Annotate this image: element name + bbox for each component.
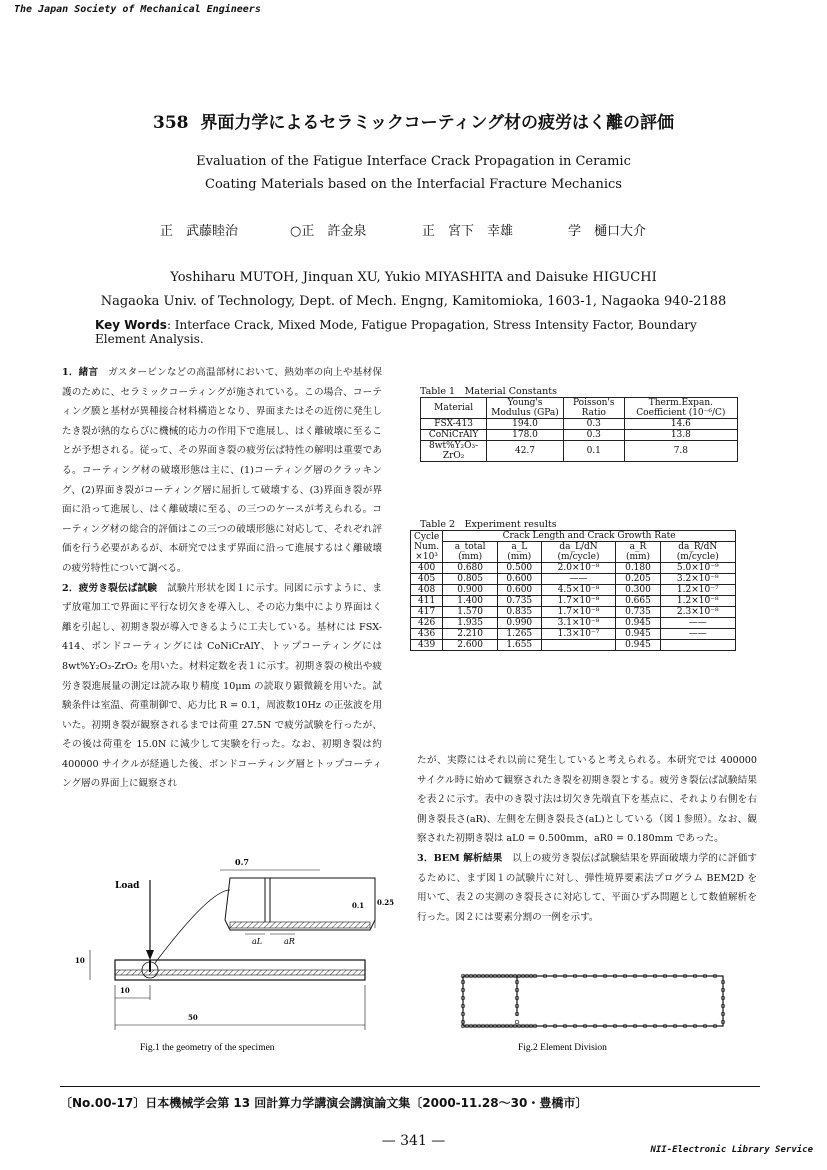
table-cell: 2.3×10⁻⁸	[660, 607, 736, 618]
table-cell: CoNiCrAlY	[421, 430, 487, 441]
keywords-label: Key Words	[95, 318, 167, 332]
author-jp-4: 学 樋口大介	[568, 224, 647, 239]
detail-coating	[230, 922, 370, 928]
author-jp-3: 正 宮下 幸雄	[422, 224, 514, 239]
table-header-line: Cycle	[414, 531, 440, 542]
table-row	[411, 563, 736, 574]
table-header: a_L (mm)	[498, 542, 542, 563]
table-cell: 0.600	[498, 574, 542, 585]
table-cell: ——	[660, 618, 736, 629]
table-cell: 13.8	[624, 430, 737, 441]
table-cell: 0.3	[563, 419, 624, 430]
table-cell: 1.3×10⁻⁷	[541, 629, 616, 640]
table-cell: 426	[411, 618, 443, 629]
fig1-label-aR: aR	[284, 937, 295, 946]
detail-leader	[155, 890, 230, 963]
author-jp-2: ○正 許金泉	[290, 224, 367, 239]
table-header: Poisson's Ratio	[563, 398, 624, 419]
paper-title-en	[0, 150, 827, 196]
figure-2	[455, 968, 755, 1058]
table-2-caption: Table 2 Experiment results	[420, 519, 557, 530]
table-cell: 0.600	[498, 585, 542, 596]
figure-1	[70, 850, 410, 1055]
page-number: — 341 —	[381, 1133, 446, 1149]
right-column	[417, 751, 757, 927]
fig1-label-10a: 10	[75, 956, 85, 965]
table-cell: 3.1×10⁻⁸	[541, 618, 616, 629]
section-3-text: 以上の疲労き裂伝ぱ試験結果を界面破壊力学的に評価するために、まず図１の試験片に対し、弾性境界要素法プログラム BEM2D を用いて、表２の実測のき裂長さに対応して、平面ひずみ問題として数値解析を行った。図２には要素分割の一例を示す。	[417, 852, 758, 923]
table-cell: 439	[411, 640, 443, 651]
mesh-node	[515, 1020, 519, 1024]
mesh-boundary	[463, 976, 723, 1026]
table-row	[421, 441, 738, 462]
table-cell: 4.5×10⁻⁸	[541, 585, 616, 596]
table-header	[411, 531, 443, 563]
table-header: a_R (mm)	[616, 542, 660, 563]
fig1-label-10b: 10	[120, 986, 130, 995]
table-cell: 7.8	[624, 441, 737, 462]
table-header: Young's Modulus (GPa)	[487, 398, 564, 419]
table-cell: 5.0×10⁻⁹	[660, 563, 736, 574]
table-cell: 1.935	[443, 618, 498, 629]
table-cell: 0.990	[498, 618, 542, 629]
society-header: The Japan Society of Mechanical Engineers	[14, 4, 261, 15]
table-group-header: Crack Length and Crack Growth Rate	[443, 531, 736, 542]
table-cell: ——	[541, 574, 616, 585]
table-row	[411, 629, 736, 640]
table-cell: 408	[411, 585, 443, 596]
table-cell: 1.7×10⁻⁸	[541, 596, 616, 607]
table-cell: 14.6	[624, 419, 737, 430]
table-cell: 417	[411, 607, 443, 618]
table-row	[411, 618, 736, 629]
figure-2-caption: Fig.2 Element Division	[518, 1043, 607, 1053]
table-header: a_total (mm)	[443, 542, 498, 563]
paper-title-jp	[0, 108, 827, 133]
table-row	[411, 585, 736, 596]
section-1	[62, 363, 382, 579]
table-cell: 0.300	[616, 585, 660, 596]
fig1-label-50: 50	[188, 1013, 198, 1022]
authors-en: Yoshiharu MUTOH, Jinquan XU, Yukio MIYASHITA and Daisuke HIGUCHI	[170, 270, 657, 285]
table-cell	[541, 640, 616, 651]
table-cell: 0.180	[616, 563, 660, 574]
table-cell: ——	[660, 629, 736, 640]
left-column	[62, 363, 382, 794]
table-cell: 194.0	[487, 419, 564, 430]
table-cell: 0.805	[443, 574, 498, 585]
table-cell	[660, 640, 736, 651]
table-1	[420, 383, 738, 462]
table-cell: 0.835	[498, 607, 542, 618]
table-cell: 178.0	[487, 430, 564, 441]
library-footer: NII-Electronic Library Service	[650, 1145, 813, 1155]
fig1-label-025: 0.25	[377, 898, 395, 907]
table-cell: 0.735	[616, 607, 660, 618]
table-header: Therm.Expan. Coefficient (10⁻⁶/C)	[624, 398, 737, 419]
keywords	[95, 318, 745, 346]
figure-1-caption: Fig.1 the geometry of the specimen	[140, 1043, 275, 1053]
load-arrowhead	[146, 950, 154, 960]
table-header: da_L/dN (m/cycle)	[541, 542, 616, 563]
table-1-grid	[420, 397, 738, 462]
table-row	[411, 640, 736, 651]
table-cell: 0.945	[616, 618, 660, 629]
table-cell: 1.265	[498, 629, 542, 640]
table-cell: 1.400	[443, 596, 498, 607]
title-jp-text: 界面力学によるセラミックコーティング材の疲労はく離の評価	[200, 113, 674, 133]
table-cell: 2.210	[443, 629, 498, 640]
table-cell: 42.7	[487, 441, 564, 462]
author-jp-1: 正 武藤睦治	[160, 224, 239, 239]
section-2-heading: 2．疲労き裂伝ぱ試験	[62, 582, 158, 594]
fig1-label-01: 0.1	[352, 901, 365, 910]
table-row	[421, 419, 738, 430]
table-cell: 0.945	[616, 629, 660, 640]
table-header-line: ×10³	[415, 551, 438, 562]
section-2-text: 試験片形状を図１に示す。同図に示すように、まず放電加工で界面に平行な切欠きを導入し、その応力集中により界面はく離を引起し、初期き裂が導入できるように工夫している。基材には FSX-414、ボンドコーティングには CoNiCrAlY、トップコーティングには 8wt%Y₂O₃-ZrO₂ を用いた。材料定数を表１に示す。初期き裂の検出や疲労き裂進展量の測定は読み取り精度 10μm の読取り顕微鏡を用いた。試験条件は室温、荷重制御で、応力比 R = 0.1，周波数10Hz の正弦波を用いた。初期き裂が観察されるまでは荷重 27.5N で疲労試験を行ったが、その後は荷重を 15.0N に減少して実験を行った。なお、初期き裂は約 400000 サイクルが経過した後、ボンドコーティング層とトップコーティング層の界面上に観察され	[62, 582, 383, 790]
right-text-1: たが、実際にはそれ以前に発生していると考えられる。本研究では 400000 サイクル時に始めて観察されたき裂を初期き裂とする。疲労き裂伝ぱ試験結果を表２に示す。表中のき裂寸法は切欠き先端直下を基点に、それより右側を右側き裂長さ(aR)、左側を左側き裂長さ(aL)としている（図１参照）。なお、観察された初期き裂は aL0 = 0.500mm，aR0 = 0.180mm であった。	[417, 755, 757, 845]
keywords-text: : Interface Crack, Mixed Mode, Fatigue Propagation, Stress Intensity Factor, Boundary Element Analysis.	[95, 318, 697, 346]
table-row	[411, 607, 736, 618]
table-cell: 2.600	[443, 640, 498, 651]
table-2	[410, 516, 736, 651]
table-cell: 0.680	[443, 563, 498, 574]
table-cell: 1.2×10⁻⁸	[660, 596, 736, 607]
table-header-line: Num.	[414, 541, 440, 552]
table-cell: 0.205	[616, 574, 660, 585]
table-cell: 0.500	[498, 563, 542, 574]
table-row	[411, 596, 736, 607]
table-cell: 405	[411, 574, 443, 585]
paper-number: 358	[153, 113, 189, 133]
table-cell: 411	[411, 596, 443, 607]
table-cell: 0.945	[616, 640, 660, 651]
section-2	[62, 579, 382, 795]
table-header: da_R/dN (m/cycle)	[660, 542, 736, 563]
title-en-line-1: Evaluation of the Fatigue Interface Crack Propagation in Ceramic	[196, 154, 631, 169]
fig1-label-aL: aL	[252, 937, 263, 946]
table-row	[411, 574, 736, 585]
section-1-heading: 1．緒言	[62, 367, 99, 378]
table-header: Material	[421, 398, 487, 419]
table-cell: 436	[411, 629, 443, 640]
table-cell: 400	[411, 563, 443, 574]
fig1-label-07: 0.7	[235, 857, 249, 867]
title-en-line-2: Coating Materials based on the Interfacial Fracture Mechanics	[205, 177, 622, 192]
fig1-label-load: Load	[115, 881, 140, 891]
affiliation: Nagaoka Univ. of Technology, Dept. of Mech. Engng, Kamitomioka, 1603-1, Nagaoka 940-2188	[100, 294, 727, 309]
table-cell: FSX-413	[421, 419, 487, 430]
table-cell: 0.900	[443, 585, 498, 596]
table-2-grid	[410, 530, 736, 651]
table-cell: 8wt%Y₂O₃-ZrO₂	[421, 441, 487, 462]
table-cell: 1.2×10⁻⁷	[660, 585, 736, 596]
coating-layer	[115, 970, 365, 975]
footer-divider	[60, 1086, 760, 1087]
table-cell: 0.735	[498, 596, 542, 607]
table-cell: 0.1	[563, 441, 624, 462]
table-row	[421, 430, 738, 441]
section-3	[417, 849, 757, 927]
section-1-text: ガスタービンなどの高温部材において、熱効率の向上や基材保護のために、セラミックコーティングが施されている。この場合、コーティング膜と基材が異種接合材料構造となり、界面またはその近傍に発生したき裂が熱的ならびに機械的応力の作用下で進展し、はく離破壊に至ることが予想される。従って、その界面き裂の疲労伝ぱ特性の解明は重要である。コーティング材の破壊形態は主に、(1)コーティング層のクラッキング、(2)界面き裂がコーティング層に屈折して破壊する、(3)界面き裂が界面に沿って進展し、はく離破壊に至る、の三つのケースが考えられる。コーティング材の総合的評価はこの三つの破壊形態に対応して、それぞれ評価を行う必要があるが、本研究ではまず界面に沿って進展するはく離破壊の疲労特性について調べる。	[62, 367, 382, 574]
table-cell: 2.0×10⁻⁸	[541, 563, 616, 574]
table-cell: 0.3	[563, 430, 624, 441]
table-1-caption: Table 1 Material Constants	[420, 386, 557, 397]
table-cell: 1.655	[498, 640, 542, 651]
mesh-nodes	[461, 974, 725, 1028]
table-cell: 3.2×10⁻⁸	[660, 574, 736, 585]
table-cell: 1.570	[443, 607, 498, 618]
section-3-heading: 3．BEM 解析結果	[417, 852, 503, 864]
table-cell: 1.7×10⁻⁸	[541, 607, 616, 618]
table-cell: 0.665	[616, 596, 660, 607]
footer-citation: 〔No.00-17〕日本機械学会第 13 回計算力学講演会講演論文集〔2000-11.28〜30・豊橋市〕	[60, 1096, 588, 1110]
